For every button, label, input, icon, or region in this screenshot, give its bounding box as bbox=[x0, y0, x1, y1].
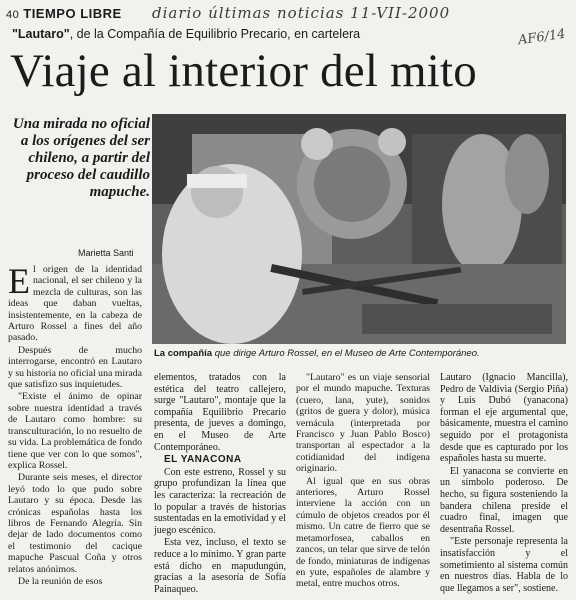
article-column-3 bbox=[296, 372, 430, 591]
article-paragraph: De la reunión de esos bbox=[18, 575, 103, 587]
kicker-rest: , de la Compañía de Equilibrio Precario, en cartelera bbox=[69, 27, 361, 41]
article-paragraph: Después de mucho interrogarse, encontró en Lautaro y su historia no oficial una mirada que satisfizo sus inquietudes. bbox=[8, 344, 142, 391]
article-paragraph: Con este estreno, Rossel y su grupo profundizan la línea que les caracteriza: la recreación de lo popular a través de historias sustentadas en la emotividad y el juego escénico. bbox=[154, 466, 286, 536]
article-paragraph bbox=[8, 261, 142, 344]
article-paragraph: Al igual que en sus obras anteriores, Arturo Rossel interviene la acción con un cúmulo de objetos creados por él mismo. Un catre de fierro que se metamorfosea, caballos en zancos, un telar que sirve de telón de fondo, miniaturas de indígenas en yute, españoles de alambre y metal, entre muchos otros. bbox=[296, 475, 430, 590]
article-paragraph: Durante seis meses, el director leyó todo lo que pudo sobre Lautaro y su época. Desde las crónicas españolas hasta los libros de Fernando Alegría. Sin dejar de lado documentos como el testimonio del cacique mapuche Pascual Coña y otros relatos anónimos. bbox=[8, 472, 142, 575]
kicker-lead: "Lautaro" bbox=[12, 27, 70, 41]
article-paragraph: elementos, tratados con la estética del teatro callejero, surge "Lautaro", montaje que la compañía Equilibrio Precario presenta, de jueves a domingo, en el Museo de Arte Contemporáneo. bbox=[154, 372, 286, 453]
article-paragraph: "Lautaro" es un viaje sensorial por el mundo mapuche. Texturas (cuero, lana, yute), sonidos (gritos de guera y dolor), música vernácula (interpretada por Francisco y Juan Pablo Bosco) transportan al espectador a la cotidianidad del indígena originario. bbox=[296, 372, 430, 475]
paragraph-text: l origen de la identidad nacional, el ser chileno y la mezcla de culturas, son las ideas que daban vueltas, insistentemente, en la cabeza de Arturo Rossel a fines del año pasado. bbox=[8, 264, 142, 344]
article-paragraph: "Este personaje representa la insatisfacción y el sometimiento al sistema común en nuestros días. Habla de lo que llegamos a ser", sostiene. bbox=[440, 536, 568, 594]
caption-rest: que dirige Arturo Rossel, en el Museo de Arte Contemporáneo. bbox=[212, 348, 480, 359]
article-paragraph: "Existe el ánimo de opinar sobre nuestra identidad a través de Lautaro como hombre: su transculturación, lo no resuelto de su vida. La problemática de fondo tiene que ver con lo que somos", explica Rossel. bbox=[8, 391, 142, 471]
caption-lead: La compañía bbox=[154, 348, 213, 359]
headline: Viaje al interior del mito bbox=[10, 45, 478, 97]
article-column-4 bbox=[440, 372, 568, 595]
subheading: EL YANACONA bbox=[164, 454, 242, 466]
handwritten-note-side: AF6/14 bbox=[517, 26, 567, 49]
byline: Marietta Santi bbox=[78, 248, 134, 258]
kicker bbox=[12, 27, 360, 41]
deck: Una mirada no oficial a los orígenes del ser chileno, a partir del proceso del caudillo mapuche. bbox=[12, 116, 150, 200]
section-name: TIEMPO LIBRE bbox=[23, 6, 122, 21]
section-header bbox=[6, 6, 122, 21]
handwritten-note-top: diario últimas noticias 11-VII-2000 bbox=[152, 4, 451, 22]
article-column-2 bbox=[154, 372, 286, 596]
article-column-1 bbox=[8, 261, 142, 588]
page-number: 40 bbox=[6, 9, 20, 21]
article-paragraph: Lautaro (Ignacio Mancilla), Pedro de Valdivia (Sergio Piña) y Luis Dubó (yanacona) forman el eje argumental que, básicamente, muestra el camino seguido por el protagonista desde que es capturado por los españoles hasta su muerte. bbox=[440, 372, 568, 465]
article-paragraph: El yanacona se convierte en un símbolo poderoso. De hecho, su figura sosteniendo la bandera chilena preside el cuadro final, imagen que desentraña Rossel. bbox=[440, 465, 568, 535]
photo-illustration bbox=[152, 114, 566, 344]
drop-cap: E bbox=[8, 261, 30, 301]
photo-caption bbox=[154, 348, 566, 360]
article-paragraph: Esta vez, incluso, el texto se reduce a lo mínimo. Y gran parte está dicho en mapudungún, gracias a la asesoría de Sofía Painaqueo. bbox=[154, 537, 286, 595]
article-photo bbox=[152, 114, 566, 344]
